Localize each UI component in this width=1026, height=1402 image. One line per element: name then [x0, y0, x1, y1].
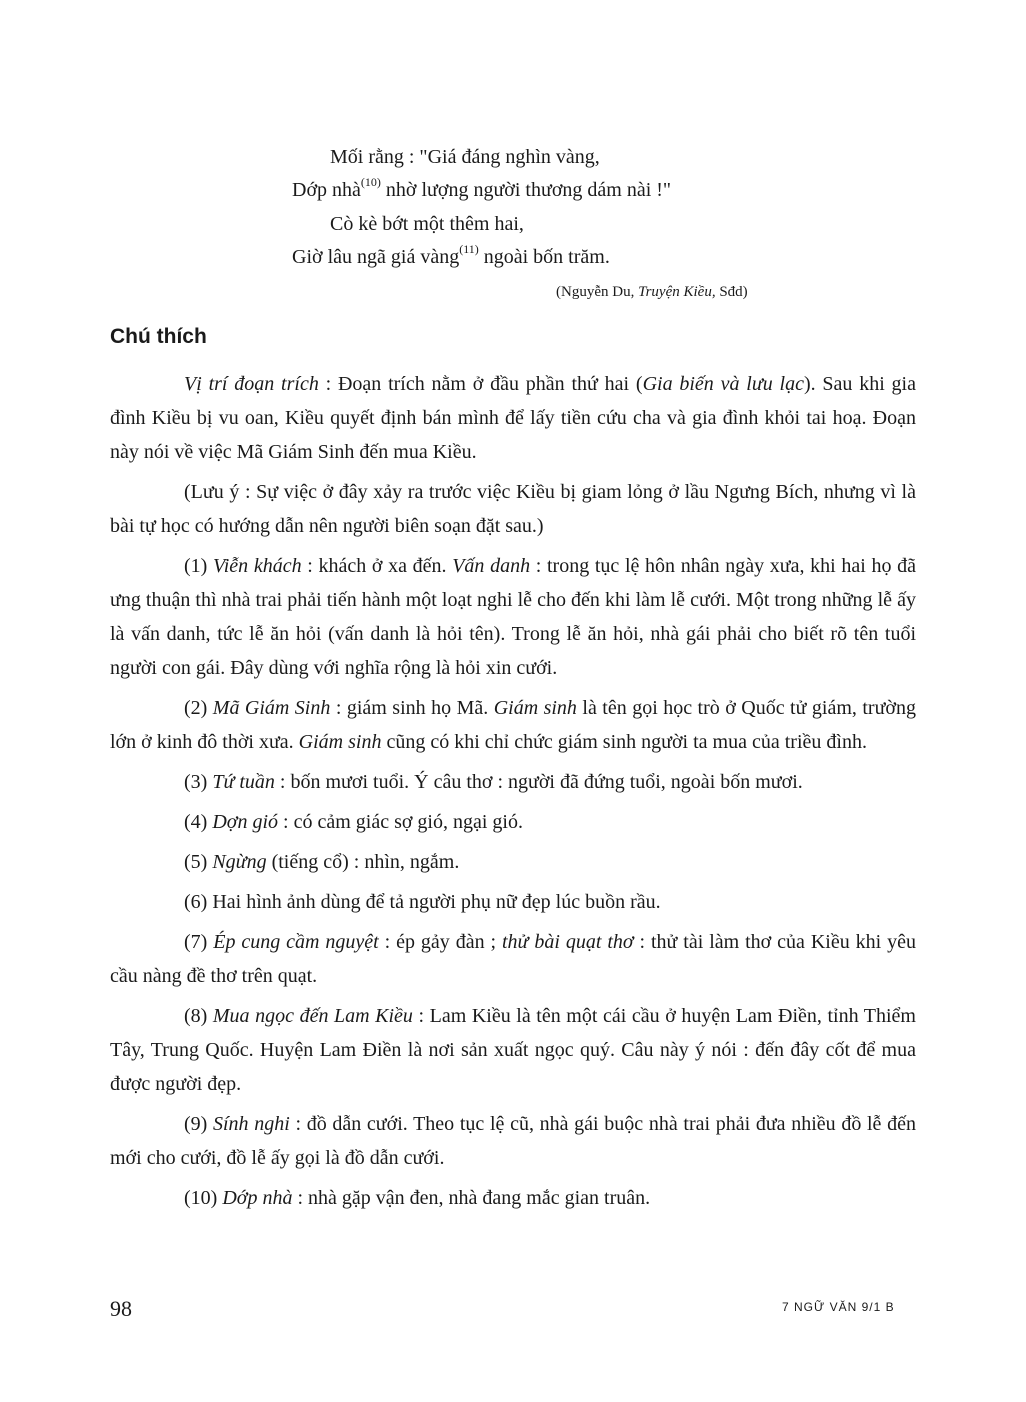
notes-list	[110, 367, 916, 1221]
poem-citation: (Nguyễn Du, Truyện Kiều, Sđd)	[556, 284, 748, 300]
footnote-ref-10: (10)	[360, 175, 381, 190]
page-footer: 7 NGỮ VĂN 9/1 B	[782, 1300, 895, 1314]
note-5: (5) Ngừng (tiếng cổ) : nhìn, ngắm.	[184, 851, 460, 873]
note-9: (9) Sính nghi : đồ dẫn cưới. Theo tục lệ cũ, nhà gái buộc nhà trai phải đưa nhiều đồ lễ đến mới cho cưới, đồ lễ ấy gọi là đồ dẫn cưới.	[110, 1113, 916, 1169]
note-8: (8) Mua ngọc đến Lam Kiều : Lam Kiều là tên một cái cầu ở huyện Lam Điền, tỉnh Thiểm Tây, Trung Quốc. Huyện Lam Điền là nơi sản xuất ngọc quý. Câu này ý nói : đến đây cốt để mua được người đẹp.	[110, 1005, 916, 1095]
note-7: (7) Ép cung cầm nguyệt : ép gảy đàn ; thử bài quạt thơ : thử tài làm thơ của Kiều khi yêu cầu nàng đề thơ trên quạt.	[110, 931, 916, 987]
note-6: (6) Hai hình ảnh dùng để tả người phụ nữ đẹp lúc buồn rầu.	[184, 891, 661, 913]
note-4: (4) Dợn gió : có cảm giác sợ gió, ngại gió.	[184, 811, 523, 833]
poem-line-2: Dớp nhà$^{(10)}$ nhờ lượng người thương dám nài !"	[292, 175, 672, 201]
note-position: Vị trí đoạn trích : Đoạn trích nằm ở đầu phần thứ hai (Gia biến và lưu lạc). Sau khi gia đình Kiều bị vu oan, Kiều quyết định bán mình để lấy tiền cứu cha và gia đình khỏi tai hoạ. Đoạn này nói về việc Mã Giám Sinh đến mua Kiều.	[110, 373, 916, 463]
page-number: 98	[110, 1296, 132, 1321]
poem-line-4: Giờ lâu ngã giá vàng$^{(11)}$ ngoài bốn trăm.	[292, 242, 610, 268]
note-3: (3) Tứ tuần : bốn mươi tuổi. Ý câu thơ : người đã đứng tuổi, ngoài bốn mươi.	[184, 771, 803, 793]
poem-line-1: Mối rằng : "Giá đáng nghìn vàng,	[330, 146, 600, 168]
section-heading: Chú thích	[110, 325, 207, 348]
note-2: (2) Mã Giám Sinh : giám sinh họ Mã. Giám sinh là tên gọi học trò ở Quốc tử giám, trường lớn ở kinh đô thời xưa. Giám sinh cũng có khi chỉ chức giám sinh người ta mua của triều đình.	[110, 697, 916, 753]
note-1: (1) Viễn khách : khách ở xa đến. Vấn danh : trong tục lệ hôn nhân ngày xưa, khi hai họ đã ưng thuận thì nhà trai phải tiến hành một loạt nghi lễ cho đến khi làm lễ cưới. Một trong những lễ ấy là vấn danh, tức lễ ăn hỏi (vấn danh là hỏi tên). Trong lễ ăn hỏi, nhà gái phải cho biết rõ tên tuổi người con gái. Đây dùng với nghĩa rộng là hỏi xin cưới.	[110, 555, 917, 679]
note-remark: (Lưu ý : Sự việc ở đây xảy ra trước việc Kiều bị giam lỏng ở lầu Ngưng Bích, nhưng vì là bài tự học có hướng dẫn nên người biên soạn đặt sau.)	[110, 481, 916, 537]
note-10: (10) Dớp nhà : nhà gặp vận đen, nhà đang mắc gian truân.	[184, 1187, 651, 1209]
poem-line-3: Cò kè bớt một thêm hai,	[330, 213, 524, 235]
footnote-ref-11: (11)	[459, 242, 479, 257]
